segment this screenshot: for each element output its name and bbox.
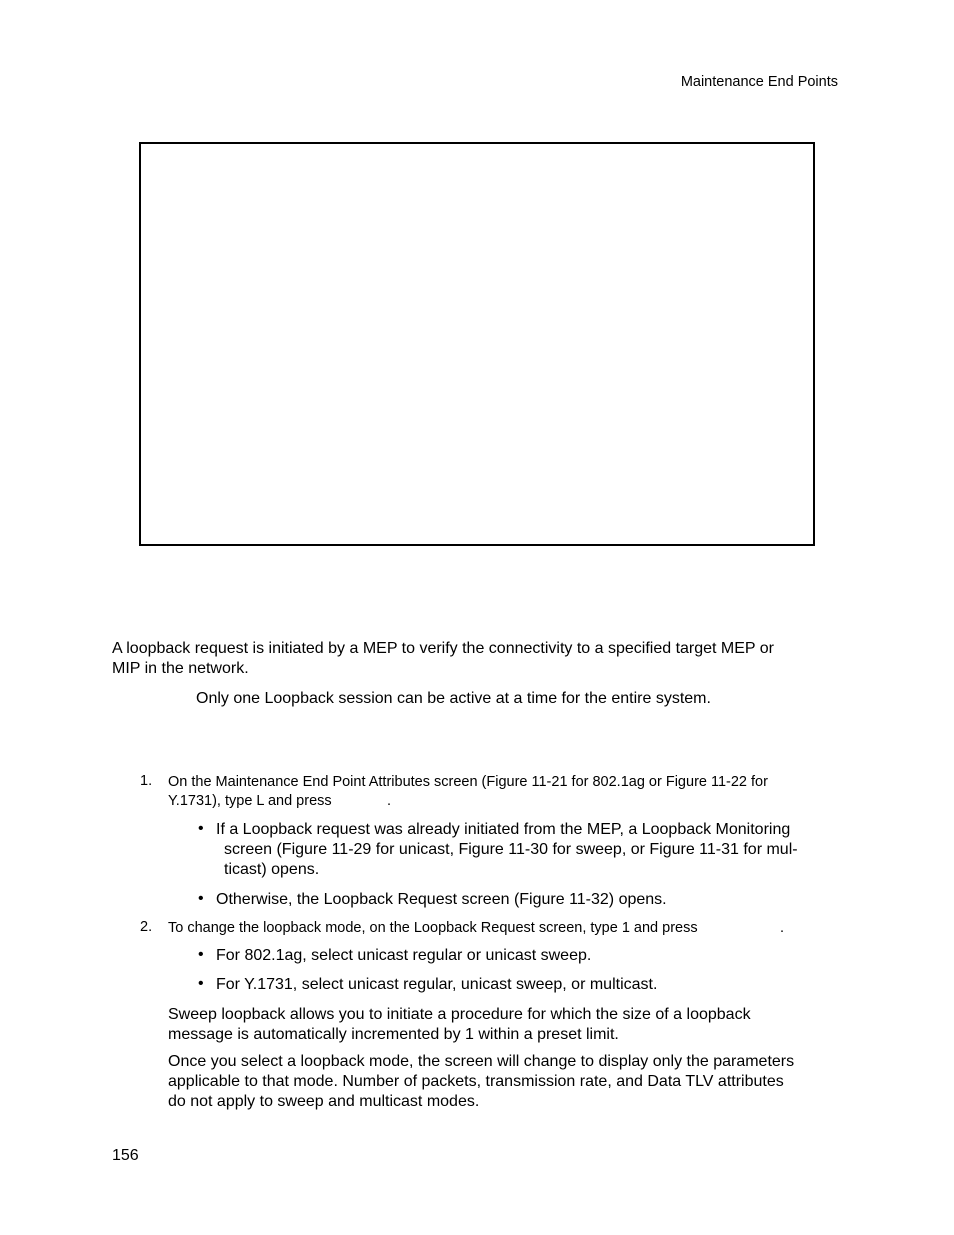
step-2-line-1: To change the loopback mode, on the Loopback Request screen, type 1 and press	[168, 920, 698, 936]
running-header: Maintenance End Points	[680, 74, 838, 90]
bullet-icon: •	[198, 890, 204, 907]
step-1-bullet-1-line-2: screen (Figure 11-29 for unicast, Figure 11-30 for sweep, or Figure 11-31 for mul-	[224, 841, 798, 858]
step-2-para-2-line-1: Once you select a loopback mode, the screen will change to display only the parameters	[168, 1053, 795, 1070]
step-1-bullet-1-line-3: ticast) opens.	[224, 861, 320, 878]
intro-line-2: MIP in the network.	[112, 660, 249, 677]
step-2-bullet-2-line-1: For Y.1731, select unicast regular, unicast sweep, or multicast.	[216, 976, 658, 993]
step-1-line-2-end: .	[387, 793, 392, 809]
step-1-bullet-1-line-1: If a Loopback request was already initiated from the MEP, a Loopback Monitoring	[216, 821, 791, 838]
bullet-icon: •	[198, 820, 204, 837]
step-2-bullet-1-line-1: For 802.1ag, select unicast regular or unicast sweep.	[216, 947, 592, 964]
step-1-line-2: Y.1731), type L and press	[168, 793, 332, 809]
step-1-bullet-2-line-1: Otherwise, the Loopback Request screen (Figure 11-32) opens.	[216, 891, 667, 908]
intro-line-1: A loopback request is initiated by a MEP to verify the connectivity to a specified target MEP or	[112, 640, 774, 657]
step-2-line-1-end: .	[780, 920, 785, 936]
step-2-para-1-line-2: message is automatically incremented by 1 within a preset limit.	[168, 1026, 619, 1043]
figure-placeholder	[139, 142, 815, 546]
step-2-para-2-line-3: do not apply to sweep and multicast modes.	[168, 1093, 480, 1110]
page-number: 156	[112, 1147, 139, 1164]
bullet-icon: •	[198, 946, 204, 963]
step-2-para-1-line-1: Sweep loopback allows you to initiate a procedure for which the size of a loopback	[168, 1006, 751, 1023]
step-1-number: 1.	[140, 773, 153, 789]
step-2-number: 2.	[140, 919, 153, 935]
step-2-para-2-line-2: applicable to that mode. Number of packets, transmission rate, and Data TLV attributes	[168, 1073, 784, 1090]
step-1-line-1: On the Maintenance End Point Attributes screen (Figure 11-21 for 802.1ag or Figure 11-22 for	[168, 774, 768, 790]
bullet-icon: •	[198, 975, 204, 992]
note-text: Only one Loopback session can be active at a time for the entire system.	[196, 690, 711, 707]
